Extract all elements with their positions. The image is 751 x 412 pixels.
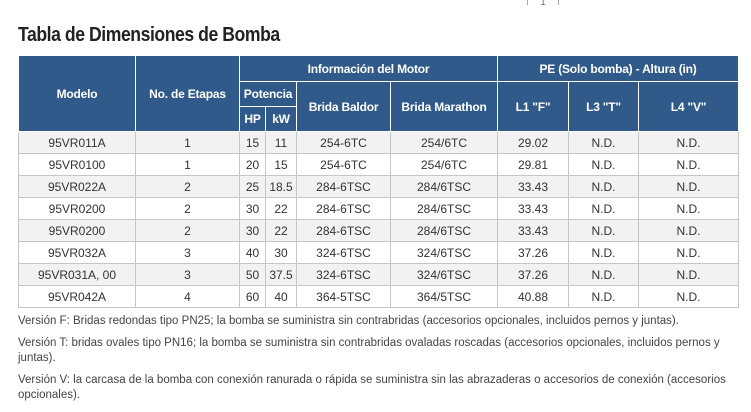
header-brida-baldor: Brida Baldor xyxy=(297,82,391,132)
table-cell: N.D. xyxy=(639,286,739,308)
header-brida-marathon: Brida Marathon xyxy=(391,82,498,132)
table-cell: 254/6TC xyxy=(391,132,498,154)
table-cell: 11 xyxy=(266,132,297,154)
table-row xyxy=(19,176,739,198)
table-cell: 324-6TSC xyxy=(297,264,391,286)
header-l4: L4 "V" xyxy=(639,82,739,132)
table-cell: 324-6TSC xyxy=(297,242,391,264)
table-cell: 33.43 xyxy=(498,198,569,220)
table-cell: N.D. xyxy=(639,198,739,220)
table-row xyxy=(19,286,739,308)
table-cell: 37.26 xyxy=(498,264,569,286)
header-l3: L3 "T" xyxy=(569,82,639,132)
table-cell: 284-6TSC xyxy=(297,176,391,198)
table-cell: 29.02 xyxy=(498,132,569,154)
table-cell: 324/6TSC xyxy=(391,264,498,286)
table-cell: 22 xyxy=(266,220,297,242)
table-cell: 29.81 xyxy=(498,154,569,176)
table-cell: N.D. xyxy=(639,154,739,176)
table-cell: N.D. xyxy=(639,176,739,198)
header-pe: PE (Solo bomba) - Altura (in) xyxy=(498,56,739,82)
table-cell: 324/6TSC xyxy=(391,242,498,264)
dimensions-table xyxy=(18,55,739,308)
header-info-motor: Información del Motor xyxy=(240,56,498,82)
footnotes xyxy=(18,314,733,410)
table-cell: 3 xyxy=(136,264,240,286)
table-cell: 254-6TC xyxy=(297,132,391,154)
header-etapas: No. de Etapas xyxy=(136,56,240,132)
table-row xyxy=(19,198,739,220)
header-kw: kW xyxy=(266,107,297,132)
table-cell: 22 xyxy=(266,198,297,220)
table-cell: 25 xyxy=(240,176,266,198)
table-cell: 18.5 xyxy=(266,176,297,198)
table-cell: 95VR031A, 00 xyxy=(19,264,136,286)
table-cell: 60 xyxy=(240,286,266,308)
table-cell: 15 xyxy=(240,132,266,154)
header-l1: L1 "F" xyxy=(498,82,569,132)
table-cell: 30 xyxy=(240,198,266,220)
table-cell: 2 xyxy=(136,220,240,242)
table-cell: 3 xyxy=(136,242,240,264)
table-cell: N.D. xyxy=(639,132,739,154)
table-row xyxy=(19,154,739,176)
table-cell: 30 xyxy=(266,242,297,264)
table-cell: 20 xyxy=(240,154,266,176)
table-cell: 50 xyxy=(240,264,266,286)
table-row xyxy=(19,264,739,286)
table-cell: 1 xyxy=(136,154,240,176)
table-cell: N.D. xyxy=(569,286,639,308)
table-cell: 95VR022A xyxy=(19,176,136,198)
table-cell: 284-6TSC xyxy=(297,198,391,220)
table-cell: 40.88 xyxy=(498,286,569,308)
table-cell: N.D. xyxy=(569,132,639,154)
page-fragment: 1 xyxy=(527,0,559,5)
table-cell: 2 xyxy=(136,198,240,220)
table-row xyxy=(19,132,739,154)
table-cell: 95VR0200 xyxy=(19,198,136,220)
table-cell: 15 xyxy=(266,154,297,176)
table-cell: 95VR042A xyxy=(19,286,136,308)
table-cell: 284-6TSC xyxy=(297,220,391,242)
table-row xyxy=(19,242,739,264)
table-cell: 40 xyxy=(266,286,297,308)
table-cell: 95VR032A xyxy=(19,242,136,264)
table-cell: 33.43 xyxy=(498,176,569,198)
table-cell: 364/5TSC xyxy=(391,286,498,308)
table-cell: 284/6TSC xyxy=(391,176,498,198)
table-cell: 2 xyxy=(136,176,240,198)
table-cell: N.D. xyxy=(639,220,739,242)
note-version-f: Versión F: Bridas redondas tipo PN25; la bomba se suministra sin contrabridas (accesorios opcionales, incluidos pernos y juntas). xyxy=(18,315,679,327)
table-cell: 1 xyxy=(136,132,240,154)
page-title: Tabla de Dimensiones de Bomba xyxy=(18,24,280,46)
table-cell: 254-6TC xyxy=(297,154,391,176)
table-cell: N.D. xyxy=(569,176,639,198)
table-cell: 37.26 xyxy=(498,242,569,264)
table-row xyxy=(19,220,739,242)
table-cell: 4 xyxy=(136,286,240,308)
table-cell: 33.43 xyxy=(498,220,569,242)
table-cell: 40 xyxy=(240,242,266,264)
table-cell: N.D. xyxy=(569,264,639,286)
table-cell: N.D. xyxy=(569,198,639,220)
table-cell: 30 xyxy=(240,220,266,242)
table-cell: 254/6TC xyxy=(391,154,498,176)
table-cell: 37.5 xyxy=(266,264,297,286)
table-cell: 95VR011A xyxy=(19,132,136,154)
table-cell: N.D. xyxy=(639,264,739,286)
header-potencia: Potencia xyxy=(240,82,297,107)
table-cell: 284/6TSC xyxy=(391,220,498,242)
table-cell: 364-5TSC xyxy=(297,286,391,308)
table-cell: 284/6TSC xyxy=(391,198,498,220)
table-cell: N.D. xyxy=(639,242,739,264)
table-cell: N.D. xyxy=(569,242,639,264)
note-version-v: Versión V: la carcasa de la bomba con conexión ranurada o rápida se suministra sin las abrazaderas o accesorios de conexión (accesorios opcionales). xyxy=(18,374,726,401)
table-cell: 95VR0200 xyxy=(19,220,136,242)
table-cell: N.D. xyxy=(569,154,639,176)
header-hp: HP xyxy=(240,107,266,132)
note-version-t: Versión T: bridas ovales tipo PN16; la bomba se suministra sin contrabridas ovaladas roscadas (accesorios opcionales, incluidos pernos y juntas). xyxy=(18,337,720,364)
table-cell: N.D. xyxy=(569,220,639,242)
header-modelo: Modelo xyxy=(19,56,136,132)
table-cell: 95VR0100 xyxy=(19,154,136,176)
